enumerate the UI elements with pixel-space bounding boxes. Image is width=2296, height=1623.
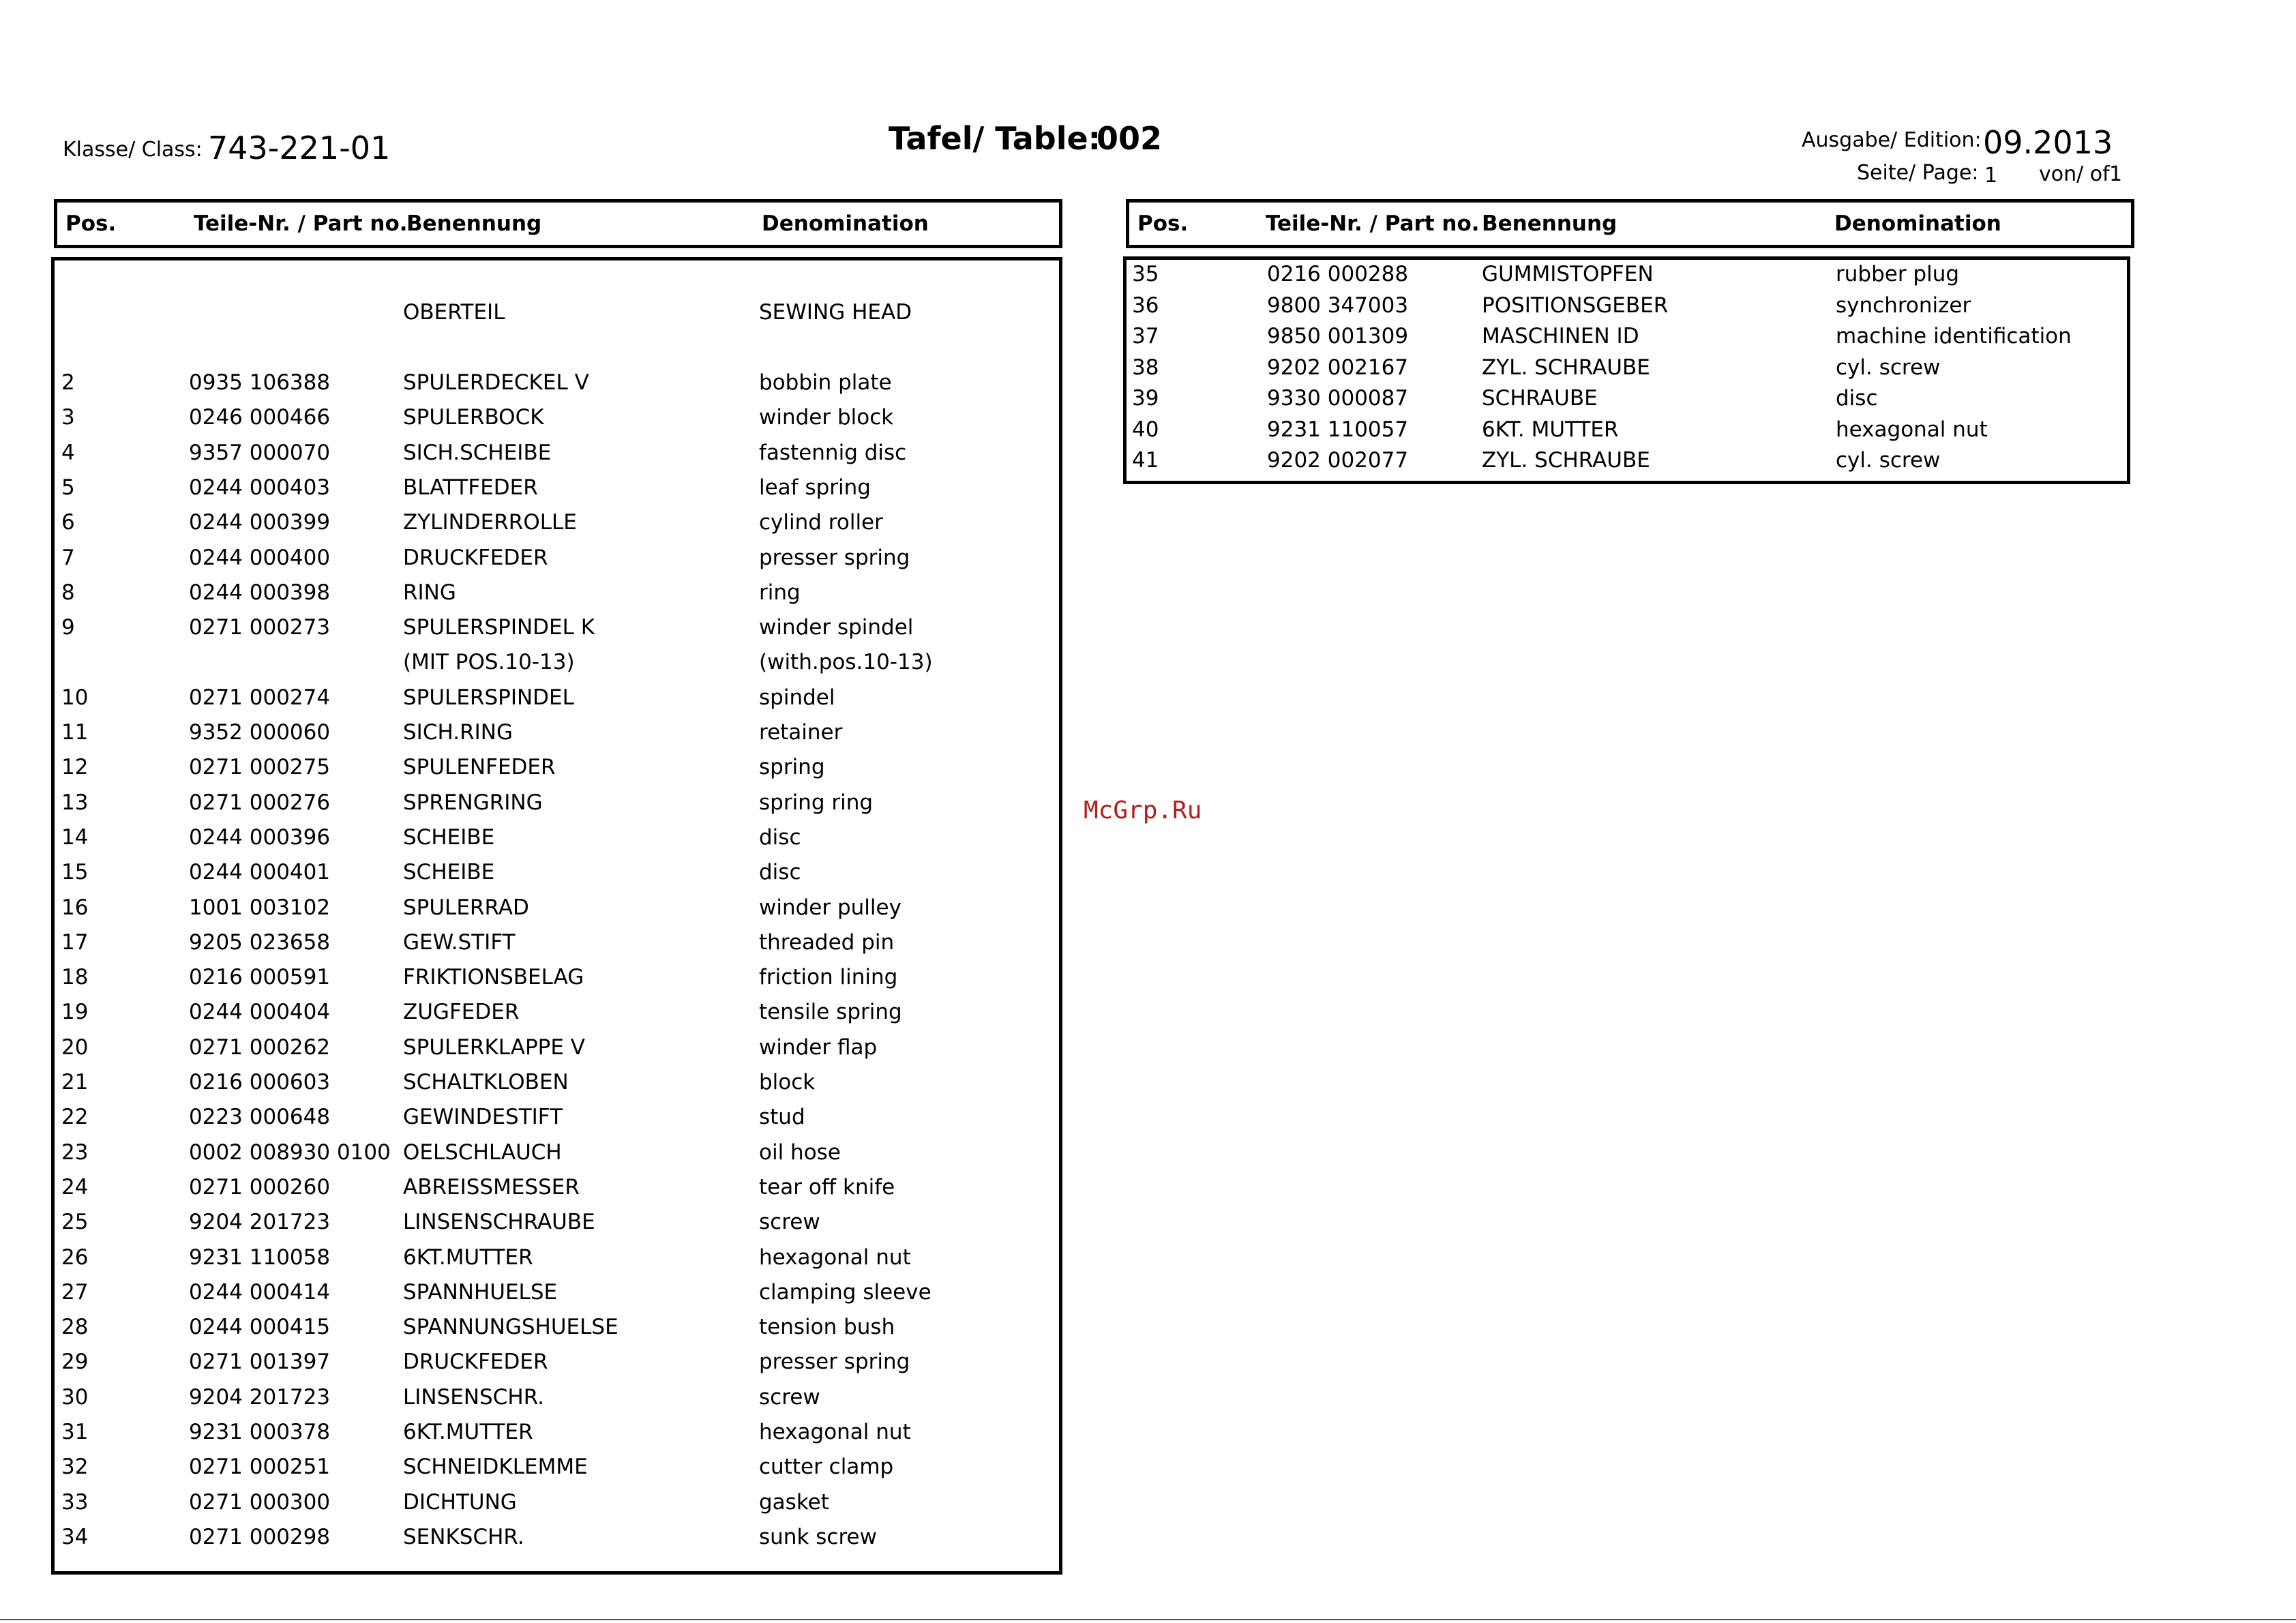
row-pos: 5 — [61, 475, 75, 500]
table-row — [1127, 258, 2122, 291]
row-benennung: ZYL. SCHRAUBE — [1482, 448, 1650, 473]
table-row — [55, 1486, 1050, 1519]
edition-label: Ausgabe/ Edition: — [1802, 128, 1982, 152]
row-denomination: spring ring — [759, 790, 874, 815]
row-part-no: 0271 000251 — [189, 1455, 331, 1480]
row-part-no: 9357 000070 — [189, 440, 331, 465]
row-pos: 40 — [1132, 417, 1159, 442]
row-pos: 37 — [1132, 324, 1159, 348]
table-row — [55, 926, 1050, 959]
row-denomination: cyl. screw — [1836, 355, 1941, 380]
col-part-no: Teile-Nr. / Part no. — [194, 211, 408, 236]
row-part-no: 0271 000260 — [189, 1174, 331, 1200]
row-denomination: winder block — [759, 405, 894, 430]
row-benennung: BLATTFEDER — [403, 475, 538, 500]
row-denomination: retainer — [759, 720, 843, 745]
row-denomination: machine identification — [1836, 324, 2072, 348]
row-denomination: cylind roller — [759, 510, 883, 535]
row-benennung: LINSENSCHRAUBE — [403, 1210, 595, 1235]
row-part-no: 0271 000262 — [189, 1034, 331, 1060]
class-label: Klasse/ Class: — [63, 138, 203, 162]
row-part-no: 0244 000399 — [189, 510, 331, 535]
row-denomination: oil hose — [759, 1140, 841, 1165]
row-pos: 20 — [61, 1034, 89, 1060]
table-row — [55, 1241, 1050, 1274]
row-part-no: 9330 000087 — [1267, 386, 1409, 411]
table-row — [55, 856, 1050, 889]
table-row — [55, 891, 1050, 924]
table-row — [55, 1381, 1050, 1414]
page-value: 1 — [1984, 164, 1998, 188]
row-pos: 24 — [61, 1174, 89, 1200]
table-row — [55, 1136, 1050, 1169]
row-pos: 2 — [61, 370, 75, 395]
row-part-no: 1001 003102 — [189, 895, 331, 920]
row-benennung: 6KT.MUTTER — [403, 1420, 533, 1444]
row-benennung: MASCHINEN ID — [1482, 324, 1639, 348]
row-part-no: 9800 347003 — [1267, 293, 1409, 318]
row-pos: 21 — [61, 1070, 89, 1095]
table-row — [55, 366, 1050, 399]
table-row — [55, 471, 1050, 504]
watermark-text: McGrp.Ru — [1084, 796, 1202, 824]
row-denomination: synchronizer — [1836, 293, 1971, 318]
row-benennung: (MIT POS.10-13) — [403, 650, 575, 675]
row-part-no: 0244 000400 — [189, 545, 331, 570]
row-benennung: SPANNUNGSHUELSE — [403, 1315, 618, 1340]
row-denomination: disc — [759, 860, 801, 885]
row-benennung: DRUCKFEDER — [403, 1350, 548, 1375]
row-denomination: leaf spring — [759, 475, 871, 500]
table-row — [1127, 351, 2122, 384]
row-part-no: 0935 106388 — [189, 370, 331, 395]
table-row — [55, 1521, 1050, 1553]
col-benennung: Benennung — [406, 211, 542, 236]
row-pos: 16 — [61, 895, 89, 920]
col-denomination: Denomination — [1834, 211, 2001, 236]
row-denomination: winder pulley — [759, 895, 901, 920]
row-part-no: 0244 000398 — [189, 580, 331, 605]
table-row — [55, 716, 1050, 749]
row-benennung: GEWINDESTIFT — [403, 1105, 563, 1130]
row-part-no: 9850 001309 — [1267, 324, 1409, 348]
row-benennung: SICH.SCHEIBE — [403, 440, 552, 465]
table-row — [55, 681, 1050, 714]
row-benennung: SCHEIBE — [403, 824, 495, 850]
row-part-no: 9202 002077 — [1267, 448, 1409, 473]
row-part-no: 9352 000060 — [189, 720, 331, 745]
of-value: 1 — [2109, 162, 2123, 186]
row-part-no: 0216 000591 — [189, 965, 331, 990]
row-denomination: hexagonal nut — [759, 1245, 911, 1270]
row-part-no: 9204 201723 — [189, 1384, 331, 1410]
col-part-no: Teile-Nr. / Part no. — [1266, 211, 1480, 236]
table-row — [55, 1206, 1050, 1238]
row-pos: 41 — [1132, 448, 1159, 473]
row-pos: 19 — [61, 1000, 89, 1025]
row-pos: 34 — [61, 1524, 89, 1549]
row-part-no: 9231 110058 — [189, 1245, 331, 1270]
table-row — [55, 296, 1050, 329]
row-benennung: SPRENGRING — [403, 790, 543, 815]
row-denomination: disc — [1836, 386, 1878, 411]
row-benennung: RING — [403, 580, 456, 605]
row-part-no: 0244 000396 — [189, 824, 331, 850]
row-pos: 35 — [1132, 262, 1159, 286]
row-part-no: 0002 008930 0100 — [189, 1140, 391, 1165]
row-denomination: hexagonal nut — [1836, 417, 1988, 442]
table-row — [55, 436, 1050, 469]
row-pos: 38 — [1132, 355, 1159, 380]
row-benennung: SICH.RING — [403, 720, 513, 745]
row-pos: 25 — [61, 1210, 89, 1235]
row-pos: 14 — [61, 824, 89, 850]
row-benennung: OELSCHLAUCH — [403, 1140, 562, 1165]
table-row — [55, 541, 1050, 574]
table-row — [55, 1345, 1050, 1378]
row-part-no: 9202 002167 — [1267, 355, 1409, 380]
row-pos: 3 — [61, 405, 75, 430]
row-part-no: 0271 000274 — [189, 685, 331, 710]
row-benennung: DRUCKFEDER — [403, 545, 548, 570]
row-pos: 23 — [61, 1140, 89, 1165]
row-denomination: screw — [759, 1384, 820, 1410]
row-denomination: winder spindel — [759, 615, 914, 640]
row-denomination: fastennig disc — [759, 440, 907, 465]
table-row — [55, 821, 1050, 854]
row-benennung: SCHEIBE — [403, 860, 495, 885]
row-denomination: ring — [759, 580, 801, 605]
table-row — [55, 1276, 1050, 1309]
table-row — [55, 961, 1050, 994]
row-benennung: LINSENSCHR. — [403, 1384, 544, 1410]
row-part-no: 9205 023658 — [189, 929, 331, 955]
row-part-no: 0271 000273 — [189, 615, 331, 640]
col-denomination: Denomination — [762, 211, 929, 236]
page-label: Seite/ Page: — [1857, 161, 1979, 185]
table-row — [55, 401, 1050, 434]
row-benennung: SCHRAUBE — [1482, 386, 1598, 411]
row-pos: 9 — [61, 615, 75, 640]
row-benennung: ZYL. SCHRAUBE — [1482, 355, 1650, 380]
row-denomination: tension bush — [759, 1315, 895, 1340]
row-denomination: tear off knife — [759, 1174, 895, 1200]
row-benennung: SPULENFEDER — [403, 755, 556, 780]
row-denomination: hexagonal nut — [759, 1420, 911, 1444]
row-benennung: SPULERSPINDEL — [403, 685, 574, 710]
right-column-header — [1126, 199, 2134, 248]
col-pos: Pos. — [65, 211, 117, 236]
row-pos: 10 — [61, 685, 89, 710]
row-part-no: 0244 000415 — [189, 1315, 331, 1340]
table-row — [1127, 413, 2122, 446]
row-pos: 12 — [61, 755, 89, 780]
row-pos: 8 — [61, 580, 75, 605]
row-denomination: winder flap — [759, 1034, 878, 1060]
table-row — [55, 996, 1050, 1028]
row-part-no: 0216 000603 — [189, 1070, 331, 1095]
edition-value: 09.2013 — [1983, 124, 2113, 161]
row-part-no: 0271 001397 — [189, 1350, 331, 1375]
page-bottom-rule — [0, 1619, 2296, 1620]
right-parts-table — [1123, 256, 2130, 484]
row-part-no: 0271 000276 — [189, 790, 331, 815]
row-denomination: stud — [759, 1105, 805, 1130]
row-denomination: block — [759, 1070, 816, 1095]
row-benennung: SPULERSPINDEL K — [403, 615, 595, 640]
of-label: von/ of — [2039, 162, 2110, 186]
row-part-no: 0271 000300 — [189, 1489, 331, 1515]
col-pos: Pos. — [1137, 211, 1189, 236]
row-pos: 39 — [1132, 386, 1159, 411]
row-benennung: DICHTUNG — [403, 1489, 517, 1515]
row-denomination: threaded pin — [759, 929, 895, 955]
row-denomination: spring — [759, 755, 825, 780]
row-denomination: cutter clamp — [759, 1455, 894, 1480]
row-part-no: 0244 000401 — [189, 860, 331, 885]
table-row — [1127, 320, 2122, 353]
table-row — [55, 1031, 1050, 1064]
row-pos: 27 — [61, 1279, 89, 1305]
row-denomination: sunk screw — [759, 1524, 877, 1549]
row-part-no: 0223 000648 — [189, 1105, 331, 1130]
table-row — [1127, 289, 2122, 322]
row-part-no: 9231 000378 — [189, 1420, 331, 1444]
row-pos: 6 — [61, 510, 75, 535]
row-pos: 36 — [1132, 293, 1159, 318]
row-denomination: bobbin plate — [759, 370, 892, 395]
row-benennung: 6KT.MUTTER — [403, 1245, 533, 1270]
row-denomination: gasket — [759, 1489, 829, 1515]
row-pos: 22 — [61, 1105, 89, 1130]
table-row — [55, 751, 1050, 784]
row-part-no: 9204 201723 — [189, 1210, 331, 1235]
row-pos: 4 — [61, 440, 75, 465]
table-value: 002 — [1097, 120, 1163, 157]
row-pos: 32 — [61, 1455, 89, 1480]
row-benennung: FRIKTIONSBELAG — [403, 965, 584, 990]
row-part-no: 0244 000414 — [189, 1279, 331, 1305]
row-part-no: 0216 000288 — [1267, 262, 1409, 286]
row-part-no: 0271 000275 — [189, 755, 331, 780]
col-benennung: Benennung — [1482, 211, 1617, 236]
row-denomination: clamping sleeve — [759, 1279, 931, 1305]
row-benennung: SCHNEIDKLEMME — [403, 1455, 588, 1480]
row-benennung: SCHALTKLOBEN — [403, 1070, 569, 1095]
row-part-no: 0271 000298 — [189, 1524, 331, 1549]
row-pos: 26 — [61, 1245, 89, 1270]
row-denomination: (with.pos.10-13) — [759, 650, 933, 675]
row-pos: 33 — [61, 1489, 89, 1515]
row-benennung: SPULERBOCK — [403, 405, 544, 430]
row-benennung: GEW.STIFT — [403, 929, 516, 955]
table-row — [55, 786, 1050, 819]
table-row — [55, 1450, 1050, 1483]
row-denomination: presser spring — [759, 1350, 910, 1375]
table-row — [1127, 444, 2122, 477]
row-denomination: screw — [759, 1210, 820, 1235]
table-row — [55, 576, 1050, 609]
row-pos: 7 — [61, 545, 75, 570]
row-denomination: rubber plug — [1836, 262, 1960, 286]
row-part-no: 0244 000403 — [189, 475, 331, 500]
row-benennung: SPANNHUELSE — [403, 1279, 558, 1305]
row-part-no: 0244 000404 — [189, 1000, 331, 1025]
left-parts-table — [51, 257, 1062, 1575]
table-row — [55, 1311, 1050, 1343]
table-row — [55, 611, 1050, 644]
row-pos: 18 — [61, 965, 89, 990]
row-benennung: SPULERRAD — [403, 895, 529, 920]
row-denomination: friction lining — [759, 965, 898, 990]
table-row — [55, 1416, 1050, 1448]
row-denomination: presser spring — [759, 545, 910, 570]
row-denomination: SEWING HEAD — [759, 300, 912, 325]
row-part-no: 0246 000466 — [189, 405, 331, 430]
row-pos: 31 — [61, 1420, 89, 1444]
row-pos: 28 — [61, 1315, 89, 1340]
row-benennung: OBERTEIL — [403, 300, 505, 325]
table-label: Tafel/ Table: — [889, 120, 1101, 157]
row-benennung: 6KT. MUTTER — [1482, 417, 1619, 442]
row-part-no: 9231 110057 — [1267, 417, 1409, 442]
class-value: 743-221-01 — [208, 130, 391, 166]
row-benennung: SPULERDECKEL V — [403, 370, 589, 395]
row-benennung: GUMMISTOPFEN — [1482, 262, 1654, 286]
row-denomination: tensile spring — [759, 1000, 902, 1025]
table-row — [55, 646, 1050, 679]
row-benennung: ABREISSMESSER — [403, 1174, 580, 1200]
table-row — [55, 1171, 1050, 1204]
row-pos: 15 — [61, 860, 89, 885]
row-benennung: SPULERKLAPPE V — [403, 1034, 586, 1060]
row-pos: 29 — [61, 1350, 89, 1375]
table-row — [55, 506, 1050, 539]
row-pos: 11 — [61, 720, 89, 745]
table-row — [55, 1101, 1050, 1133]
row-pos: 17 — [61, 929, 89, 955]
table-row — [55, 1066, 1050, 1099]
row-denomination: disc — [759, 824, 801, 850]
row-benennung: ZUGFEDER — [403, 1000, 520, 1025]
row-pos: 13 — [61, 790, 89, 815]
row-denomination: cyl. screw — [1836, 448, 1941, 473]
row-benennung: SENKSCHR. — [403, 1524, 524, 1549]
row-benennung: POSITIONSGEBER — [1482, 293, 1669, 318]
row-benennung: ZYLINDERROLLE — [403, 510, 577, 535]
left-column-header — [54, 199, 1062, 248]
table-row — [1127, 382, 2122, 415]
row-pos: 30 — [61, 1384, 89, 1410]
row-denomination: spindel — [759, 685, 835, 710]
